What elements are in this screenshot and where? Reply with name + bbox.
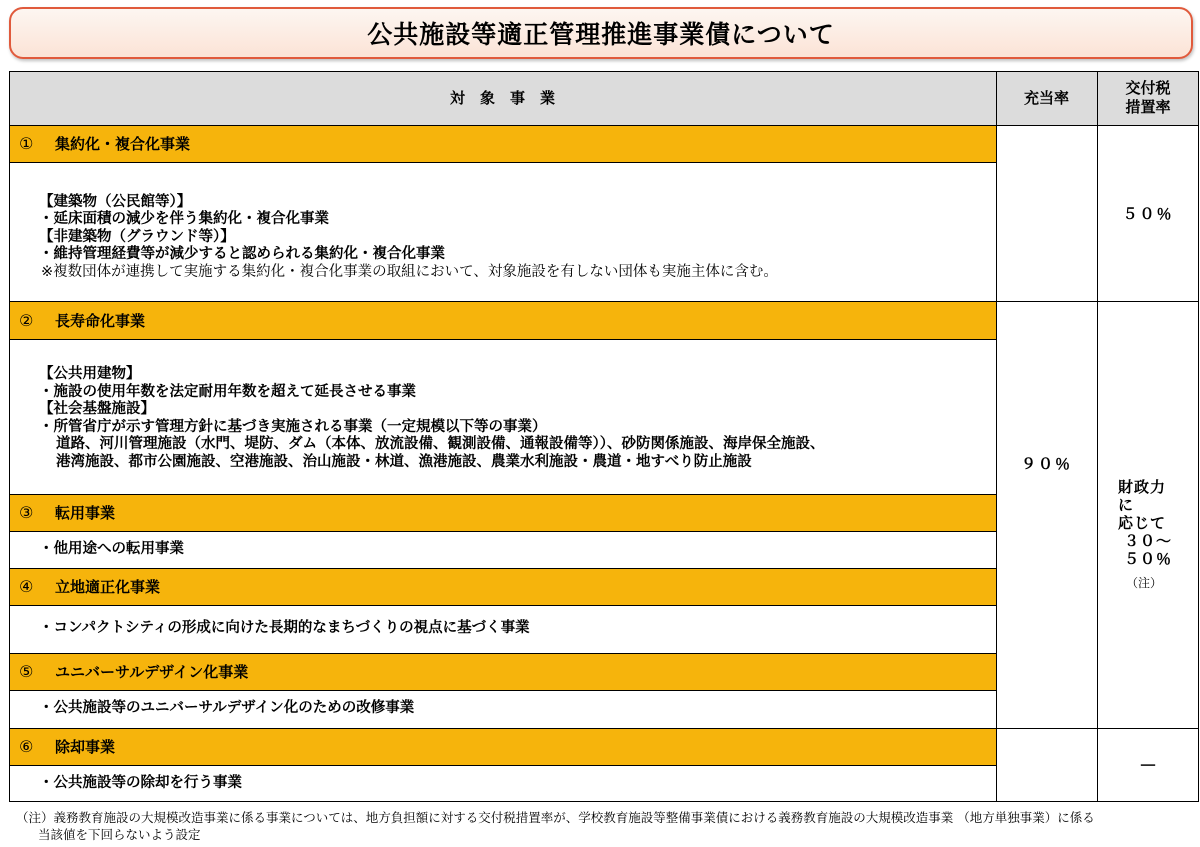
section-2-line-6: 港湾施設、都市公園施設、空港施設、治山施設・林道、漁港施設、農業水利施設・農道・地すべり防止施設 (56, 453, 752, 470)
tax-rate-cell-2 (1097, 301, 1199, 728)
section-1-header (9, 125, 996, 162)
section-1-line-2: ・延床面積の減少を伴う集約化・複合化事業 (39, 211, 329, 228)
section-1-note: ※複数団体が連携して実施する集約化・複合化事業の取組において、対象施設を有しない団体も実施主体に含む。 (41, 263, 778, 280)
section-5-line-1: ・公共施設等のユニバーサルデザイン化のための改修事業 (39, 700, 415, 717)
section-3-number: ③ (19, 503, 34, 522)
page-title: 公共施設等適正管理推進事業債について (367, 20, 835, 49)
section-4-label: 立地適正化事業 (55, 578, 161, 596)
section-6-body (9, 765, 996, 802)
section-1-label: 集約化・複合化事業 (55, 135, 191, 153)
tax-rate-value-1: ５０％ (1122, 204, 1174, 223)
section-1-line-4: ・維持管理経費等が減少すると認められる集約化・複合化事業 (39, 246, 445, 263)
section-6-label: 除却事業 (55, 738, 116, 756)
section-1-number: ① (19, 134, 34, 153)
section-3-line-1: ・他用途への転用事業 (39, 540, 184, 557)
section-1-body (9, 162, 996, 301)
section-6-line-1: ・公共施設等の除却を行う事業 (39, 774, 242, 791)
title-banner (9, 7, 1193, 59)
tax-rate-line-4: ５０％ (1124, 550, 1173, 568)
section-3-header (9, 494, 996, 531)
section-2-line-1: 【公共用建物】 (39, 366, 141, 382)
section-4-header (9, 568, 996, 605)
tax-rate-cell-3 (1097, 728, 1199, 802)
rate-value: ９０％ (1020, 455, 1072, 473)
section-5-body (9, 690, 996, 728)
footnote-line-1: （注）義務教育施設の大規模改造事業に係る事業については、地方負担額に対する交付税措置率が、学校教育施設等整備事業債における義務教育施設の大規模改造事業 （地方単独事業）に係る (16, 810, 1095, 825)
header-target (9, 71, 996, 125)
section-1-line-3: 【非建築物（グラウンド等）】 (39, 228, 235, 245)
section-3-body (9, 531, 996, 568)
header-target-label: 対 象 事 業 (449, 88, 555, 107)
section-5-header (9, 653, 996, 690)
section-4-number: ④ (19, 577, 34, 596)
section-6-number: ⑥ (19, 737, 34, 756)
header-tax (1097, 71, 1199, 125)
projects-table (9, 71, 1199, 802)
section-2-header (9, 301, 996, 339)
tax-rate-line-2: 応じて (1118, 514, 1167, 532)
header-rate (996, 71, 1097, 125)
tax-rate-line-3: ３０～ (1124, 532, 1173, 550)
section-4-line-1: ・コンパクトシティの形成に向けた長期的なまちづくりの視点に基づく事業 (39, 620, 530, 637)
tax-rate-note: （注） (1126, 576, 1163, 590)
section-2-line-3: 【社会基盤施設】 (39, 401, 155, 417)
header-rate-label: 充当率 (1023, 88, 1069, 107)
header-tax-label: 交付税措置率 (1125, 79, 1171, 116)
section-4-body (9, 605, 996, 653)
section-3-label: 転用事業 (55, 504, 116, 522)
section-2-label: 長寿命化事業 (55, 311, 146, 330)
footnote (16, 809, 1196, 843)
rate-cell (996, 125, 1097, 802)
tax-rate-value-3: － (1139, 756, 1157, 777)
section-2-line-4: ・所管省庁が示す管理方針に基づき実施される事業（一定規模以下等の事業） (39, 418, 547, 435)
section-5-label: ユニバーサルデザイン化事業 (55, 663, 249, 681)
section-2-body (9, 339, 996, 494)
section-5-number: ⑤ (19, 662, 34, 681)
section-6-header (9, 728, 996, 765)
section-2-number: ② (19, 310, 34, 330)
tax-rate-line-1: 財政力に (1118, 478, 1167, 514)
footnote-line-2: 当該値を下回らないよう設定 (38, 827, 201, 842)
section-1-line-1: 【建築物（公民館等）】 (39, 193, 192, 210)
section-2-line-2: ・施設の使用年数を法定耐用年数を超えて延長させる事業 (39, 383, 416, 400)
tax-rate-cell-1 (1097, 125, 1199, 301)
section-2-line-5: 道路、河川管理施設（水門、堤防、ダム（本体、放流設備、観測設備、通報設備等））、砂防関係施設、海岸保全施設、 (56, 436, 825, 452)
